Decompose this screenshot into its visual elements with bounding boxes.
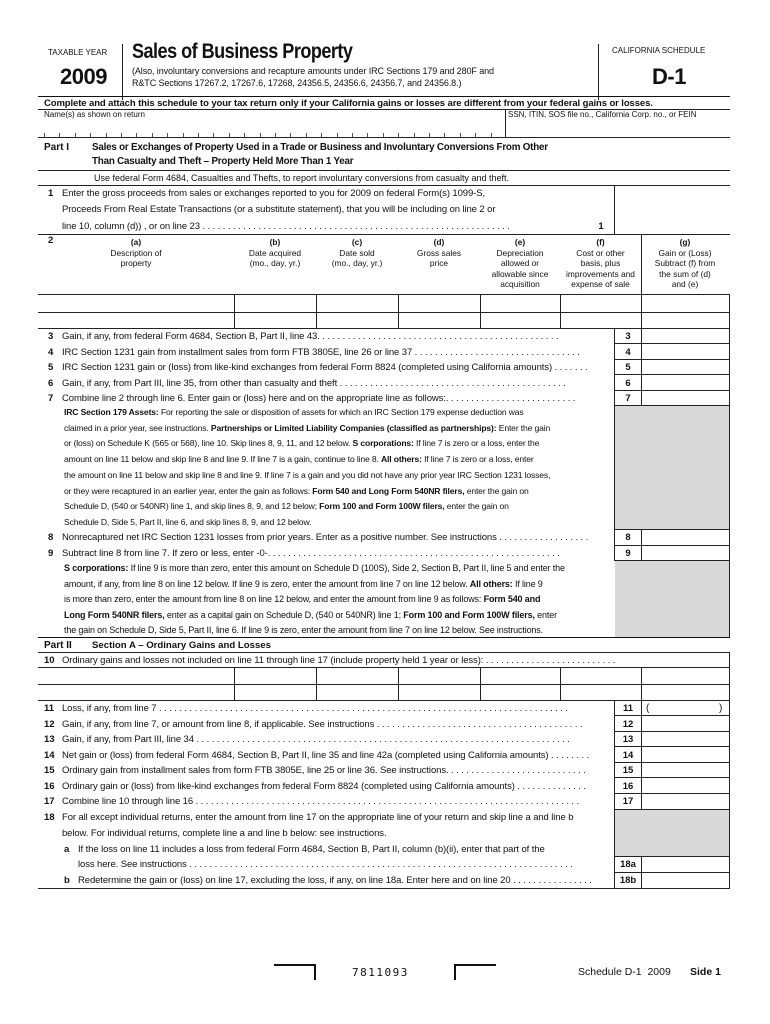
line13-text: Gain, if any, from Part III, line 34 . . . . . . . . . . . . . . . . . . . . . . . . . . . . . . . . . . . . . . . . . . . . . . . . . . . . . . . . . . . . . . . . . . . . . . . . . . [62, 734, 570, 745]
part2-top-rule [38, 637, 730, 638]
line17-bottom-rule [614, 809, 730, 810]
line1-text-a: Enter the gross proceeds from sales or exchanges reported to you for 2009 on federal Form(s) 1099-S, [62, 188, 486, 199]
scorp-line2: amount, if any, from line 8 on line 12 below. If line 9 is zero, enter the amount from line 7 on line 12 below. All others: If line 9 [64, 579, 543, 589]
line5-rule [614, 374, 730, 375]
column-description: Gross sales price [416, 247, 462, 268]
line6-ref: 6 [625, 378, 631, 389]
line2-cell-f[interactable] [562, 295, 639, 311]
instruction-banner: Complete and attach this schedule to your tax return only if your California gains or losses are different from your federal gains or losses. [44, 98, 653, 109]
line1-ref: 1 [598, 221, 604, 232]
column-description: Date acquired (mo., day, yr.) [248, 247, 302, 268]
line2-cell-g[interactable] [643, 313, 727, 327]
line9-ref: 9 [625, 548, 631, 559]
schedule-id: D-1 [652, 64, 686, 89]
name-tick [90, 133, 91, 137]
line3-amount-input[interactable] [643, 330, 728, 344]
name-tick [352, 133, 353, 137]
line2-cell-a[interactable] [40, 313, 232, 327]
line10-cell-f[interactable] [562, 685, 639, 699]
line10-column-line [316, 667, 317, 700]
line4-rule [614, 359, 730, 360]
name-tick [337, 133, 338, 137]
line2-cell-e[interactable] [482, 313, 558, 327]
line15-ref: 15 [622, 765, 634, 776]
line18a-bottom-rule [614, 872, 730, 873]
part1-note: Use federal Form 4684, Casualties and Thefts, to report involuntary conversions from casualty and theft. [94, 173, 510, 183]
line7-ref: 7 [625, 393, 631, 404]
line18a-ref: 18a [620, 859, 636, 870]
name-tick [44, 133, 45, 137]
line14-number: 14 [44, 750, 55, 761]
scan-mark-left [274, 964, 316, 980]
form-code: 7811093 [352, 966, 409, 979]
form-subtitle-line2: R&TC Sections 17267.2, 17267.6, 17268, 24356.5, 24356.6, 24356.7, and 24356.8.) [132, 78, 462, 88]
line6-text: Gain, if any, from Part III, line 35, from other than casualty and theft . . . . . . . . . . . . . . . . . . . . . . . . . . . . . . . . . . . . . . . . . . . . . [62, 378, 566, 389]
column-letter: (f) [596, 237, 605, 247]
line16-ref: 16 [622, 781, 634, 792]
irc179-line6: or they were recaptured in an earlier year, enter the gain as follows: Form 540 and Long Form 540NR filers, enter the gain on [64, 486, 529, 496]
part2-label: Part II [44, 640, 72, 651]
table-bottom-rule [38, 328, 730, 329]
name-tick [59, 133, 60, 137]
line10-cell-c[interactable] [318, 685, 396, 699]
part1-title-rule [38, 170, 730, 171]
line18b-amount-input[interactable] [643, 873, 728, 887]
side-label: Side 1 [690, 966, 721, 978]
scorp-line5: the gain on Schedule D, Side 5, Part II, line 6. If line 9 is zero, enter the amount from line 7 on line 12 below. See instructions. [64, 625, 543, 635]
column-header-c [316, 237, 398, 269]
line10-cell-b[interactable] [236, 685, 314, 699]
line15-amount-input[interactable] [643, 764, 728, 778]
line8-amount-input[interactable] [643, 530, 728, 544]
line13-ref: 13 [622, 734, 634, 745]
line2-cell-e[interactable] [482, 295, 558, 311]
part2-amount-col-left [641, 700, 642, 888]
name-tick [229, 133, 230, 137]
line10-cell-a[interactable] [40, 685, 232, 699]
line15-number: 15 [44, 765, 55, 776]
table-column-line [398, 294, 399, 328]
header-divider-right [598, 44, 599, 100]
line18b-text: Redetermine the gain or (loss) on line 17, excluding the loss, if any, on line 18a. Enter here and on line 20 . . . . . . . . . . . . . . . . [78, 875, 592, 886]
line10-cell-c[interactable] [318, 668, 396, 682]
line3-ref: 3 [625, 331, 631, 342]
line2-cell-g[interactable] [643, 295, 727, 311]
line10-cell-a[interactable] [40, 668, 232, 682]
irc179-line8: Schedule D, Side 5, Part II, line 6, and skip lines 8, 9, and 12 below. [64, 517, 312, 527]
line10-text: Ordinary gains and losses not included on line 11 through line 17 (include property held 1 year or less): . . . . . . . . . . . . . . . . . . . . . . . . . . [62, 655, 616, 666]
line3-rule [614, 343, 730, 344]
line13-number: 13 [44, 734, 55, 745]
line17-number: 17 [44, 796, 55, 807]
name-tick [136, 133, 137, 137]
irc179-line4: amount on line 11 below and skip line 8 and line 9. If line 7 is a gain, continue to line 8. All others: If line 7 is zero or a loss, enter [64, 454, 534, 464]
line6-amount-input[interactable] [643, 377, 728, 391]
line12-number: 12 [44, 719, 55, 730]
line8-number: 8 [48, 532, 54, 543]
ssn-field-label: SSN, ITIN, SOS file no., California Corp. no., or FEIN [508, 110, 697, 119]
irc179-line2: claimed in a prior year, see instructions. Partnerships or Limited Liability Companies (classified as partnerships): Enter the gain [64, 423, 551, 433]
line1-rule [38, 234, 730, 235]
part1-note-rule [38, 185, 730, 186]
line17-text: Combine line 10 through line 16 . . . . . . . . . . . . . . . . . . . . . . . . . . . . . . . . . . . . . . . . . . . . . . . . . . . . . . . . . . . . . . . . . . . . . . . . . . . . [62, 796, 580, 807]
column-description: Date sold (mo., day, yr.) [331, 247, 383, 268]
column-header-d [398, 237, 480, 269]
line8-text: Nonrecaptured net IRC Section 1231 losses from prior years. Enter as a positive number. See instructions . . . . . . . . . . . . . . . . . . [62, 532, 589, 543]
name-tick [475, 133, 476, 137]
line10-table-bottom [38, 700, 730, 701]
line13-rule [614, 746, 730, 747]
line7-rule [614, 405, 730, 406]
line11-paren-close: ) [719, 703, 723, 714]
name-row-bottom [38, 137, 730, 138]
line2-cell-c[interactable] [318, 295, 396, 311]
column-header-f [560, 237, 641, 290]
ssn-input[interactable] [508, 120, 728, 136]
name-tick [183, 133, 184, 137]
line16-number: 16 [44, 781, 55, 792]
column-letter: (e) [514, 237, 526, 247]
line18-text-a: For all except individual returns, enter the amount from line 17 on the appropriate line of your return and skip line a and line b [62, 812, 574, 823]
line18b-ref: 18b [619, 875, 637, 886]
schedule-label: CALIFORNIA SCHEDULE [612, 46, 706, 55]
name-tick [275, 133, 276, 137]
column-description: Description of property [110, 247, 162, 268]
column-header-b [234, 237, 316, 269]
column-letter: (c) [351, 237, 363, 247]
line9-amount-input[interactable] [643, 546, 728, 560]
part2-title: Section A – Ordinary Gains and Losses [92, 640, 271, 651]
line15-rule [614, 777, 730, 778]
part1-title-line2: Than Casualty and Theft – Property Held More Than 1 Year [92, 156, 354, 167]
name-tick [75, 133, 76, 137]
table-column-line [641, 294, 642, 328]
scorp-line4: Long Form 540NR filers, enter as a capital gain on Schedule D, (540 or 540NR) line 1; Form 100 and Form 100W filers, enter [64, 610, 557, 620]
line10-column-line [560, 667, 561, 700]
name-tick [398, 133, 399, 137]
line10-column-line [398, 667, 399, 700]
header-divider-left [122, 44, 123, 100]
line9-text: Subtract line 8 from line 7. If zero or less, enter -0-. . . . . . . . . . . . . . . . . . . . . . . . . . . . . . . . . . . . . . . . . . . . . . . . . . . . . . . . . . [62, 548, 560, 559]
part1-label: Part I [44, 142, 70, 153]
line15-text: Ordinary gain from installment sales from form FTB 3805E, line 25 or line 36. See instructions. . . . . . . . . . . . . . . . . . . . . . . . . . . . [62, 765, 586, 776]
line18a-text2: loss here. See instructions . . . . . . . . . . . . . . . . . . . . . . . . . . . . . . . . . . . . . . . . . . . . . . . . . . . . . . . . . . . . . . . . . . . . . . . . . . . . [78, 859, 573, 870]
line12-amount-input[interactable] [643, 718, 728, 732]
line18a-text1: If the loss on line 11 includes a loss from federal Form 4684, Section B, Part II, column (b)(ii), enter that part of the [78, 844, 545, 855]
line18-number: 18 [44, 812, 55, 823]
line10-cell-d[interactable] [400, 685, 478, 699]
line18a-letter: a [64, 844, 70, 855]
shaded-area-line18 [615, 809, 729, 856]
line11-text: Loss, if any, from line 7 . . . . . . . . . . . . . . . . . . . . . . . . . . . . . . . . . . . . . . . . . . . . . . . . . . . . . . . . . . . . . . . . . . . . . . . . . . . . . . . . . [62, 703, 568, 714]
line18-text-b: below. For individual returns, complete line a and line b below: see instructions. [62, 828, 387, 839]
line10-cell-d[interactable] [400, 668, 478, 682]
column-description: Depreciation allowed or allowable since acquisition [491, 247, 549, 289]
line10-cell-e[interactable] [482, 668, 558, 682]
line7-number: 7 [48, 393, 54, 404]
line10-column-line [480, 667, 481, 700]
scorp-line3: is more than zero, enter the amount from line 8 on line 12 below, and enter the amount from line 9 as follows: Form 540 and [64, 594, 541, 604]
scan-mark-right [454, 964, 496, 980]
header-rule [38, 96, 730, 97]
irc179-line5: the amount on line 11 below and skip line 8 and line 9. If line 7 is a gain and you did not have any prior year IRC Section 1231 losses, [64, 470, 551, 480]
line10-cell-g[interactable] [643, 668, 727, 682]
name-tick [321, 133, 322, 137]
line12-ref: 12 [622, 719, 634, 730]
tax-year: 2009 [60, 64, 107, 89]
name-tick [244, 133, 245, 137]
line16-rule [614, 793, 730, 794]
form-title: Sales of Business Property [132, 40, 353, 63]
line2-cell-d[interactable] [400, 313, 478, 327]
line1-text-b: Proceeds From Real Estate Transactions (or a substitute statement), that you will be including on line 2 or [62, 204, 496, 215]
name-tick [306, 133, 307, 137]
column-header-a [38, 237, 234, 269]
line10-number: 10 [44, 655, 55, 666]
line3-number: 3 [48, 331, 54, 342]
column-letter: (b) [269, 237, 281, 247]
line1-text-c: line 10, column (d)) , or on line 23 . . . . . . . . . . . . . . . . . . . . . . . . . . . . . . . . . . . . . . . . . . . . . . . . . . . . . . . . . . . . . [62, 221, 510, 232]
right-edge-line [729, 294, 730, 637]
line4-ref: 4 [625, 347, 631, 358]
name-tick [213, 133, 214, 137]
line2-cell-a[interactable] [40, 295, 232, 311]
line6-rule [614, 390, 730, 391]
line11-ref: 11 [622, 703, 634, 714]
shaded-area-irc179 [615, 405, 729, 529]
line17-amount-input[interactable] [643, 795, 728, 809]
line12-rule [614, 731, 730, 732]
name-tick [383, 133, 384, 137]
line2-number: 2 [48, 235, 54, 246]
line9-number: 9 [48, 548, 54, 559]
line10-column-line [234, 667, 235, 700]
name-tick [444, 133, 445, 137]
name-tick [260, 133, 261, 137]
line3-text: Gain, if any, from federal Form 4684, Section B, Part II, line 43. . . . . . . . . . . . . . . . . . . . . . . . . . . . . . . . . . . . . . . . . . . . . . . . [62, 331, 559, 342]
line11-rule [614, 715, 730, 716]
line6-number: 6 [48, 378, 54, 389]
name-field-label: Name(s) as shown on return [44, 110, 145, 119]
line5-text: IRC Section 1231 gain or (loss) from like-kind exchanges from federal Form 8824 (completed using California amounts) . . . . . . . [62, 362, 588, 373]
form-bottom-rule [38, 888, 730, 889]
table-column-line [234, 294, 235, 328]
name-input[interactable] [40, 118, 502, 134]
column-letter: (g) [679, 237, 691, 247]
line7-amount-input[interactable] [643, 392, 728, 406]
line1-amount-input[interactable] [615, 220, 727, 234]
line8-ref: 8 [625, 532, 631, 543]
part1-title-line1: Sales or Exchanges of Property Used in a Trade or Business and Involuntary Conversions From Other [92, 142, 548, 153]
line4-number: 4 [48, 347, 54, 358]
line10-cell-b[interactable] [236, 668, 314, 682]
line7-text: Combine line 2 through line 6. Enter gain or (loss) here and on the appropriate line as follows:. . . . . . . . . . . . . . . . . . . . . . . . . . [62, 393, 576, 404]
page-label: Schedule D-1 2009 [578, 966, 671, 978]
line13-amount-input[interactable] [643, 733, 728, 747]
shaded-area-scorp [615, 560, 729, 637]
line10-cell-f[interactable] [562, 668, 639, 682]
line5-amount-input[interactable] [643, 361, 728, 375]
name-tick [460, 133, 461, 137]
column-header-g [641, 237, 729, 290]
line5-ref: 5 [625, 362, 631, 373]
line11-number: 11 [44, 703, 55, 714]
name-tick [290, 133, 291, 137]
line18a-top-rule [614, 856, 730, 857]
line2-cell-f[interactable] [562, 313, 639, 327]
line14-text: Net gain or (loss) from federal Form 4684, Section B, Part II, line 35 and line 42a (completed using California amounts) . . . . . . . . [62, 750, 590, 761]
line11-paren-open: ( [646, 703, 650, 714]
line12-text: Gain, if any, from line 7, or amount from line 8, if applicable. See instructions . . . . . . . . . . . . . . . . . . . . . . . . . . . . . . . . . . . . . . . . . [62, 719, 583, 730]
column-header-e [480, 237, 560, 290]
line16-text: Ordinary gain or (loss) from like-kind exchanges from federal Form 8824 (completed using California amounts) . . . . . . . . . . . . . . [62, 781, 586, 792]
column-letter: (a) [130, 237, 142, 247]
line4-text: IRC Section 1231 gain from installment sales from form FTB 3805E, line 26 or line 37 . . . . . . . . . . . . . . . . . . . . . . . . . . . . . . . . . [62, 347, 580, 358]
line2-cell-b[interactable] [236, 313, 314, 327]
line2-cell-c[interactable] [318, 313, 396, 327]
irc179-line3: or (loss) on Schedule K (565 or 568), line 10. Skip lines 8, 9, 11, and 12 below. S corporations: If line 7 is zero or a loss, enter the [64, 438, 540, 448]
name-tick [198, 133, 199, 137]
line14-ref: 14 [622, 750, 634, 761]
form-subtitle-line1: (Also, involuntary conversions and recapture amounts under IRC Sections 179 and 280F and [132, 66, 494, 76]
line9-bottom-rule [614, 560, 730, 561]
scorp-line1: S corporations: If line 9 is more than zero, enter this amount on Schedule D (100S), Side 2, Section B, Part II, line 5 and enter the [64, 563, 565, 573]
line16-amount-input[interactable] [643, 780, 728, 794]
column-description: Cost or other basis, plus improvements and expense of sale [566, 247, 635, 289]
line10-cell-e[interactable] [482, 685, 558, 699]
line18b-letter: b [64, 875, 70, 886]
line1-number: 1 [48, 188, 54, 199]
part2-right-edge [729, 652, 730, 888]
line4-amount-input[interactable] [643, 346, 728, 360]
name-tick [491, 133, 492, 137]
name-tick [167, 133, 168, 137]
line14-amount-input[interactable] [643, 749, 728, 763]
line10-column-line [641, 667, 642, 700]
line17-ref: 17 [622, 796, 634, 807]
taxable-year-label: TAXABLE YEAR [48, 48, 108, 57]
line18a-amount-input[interactable] [643, 857, 728, 871]
name-tick [414, 133, 415, 137]
line14-rule [614, 762, 730, 763]
name-tick [152, 133, 153, 137]
column-letter: (d) [433, 237, 445, 247]
irc179-line7: Schedule D, (540 or 540NR) line 1, and skip lines 8, 9, and 12 below; Form 100 and Form 100W filers, enter the gain on [64, 501, 509, 511]
irc179-line1: IRC Section 179 Assets: For reporting the sale or disposition of assets for which an IRC Section 179 expense deduction was [64, 407, 524, 417]
name-ssn-divider [505, 109, 506, 137]
name-tick [106, 133, 107, 137]
part2-title-rule [38, 652, 730, 653]
name-tick [121, 133, 122, 137]
line10-cell-g[interactable] [643, 685, 727, 699]
line2-cell-b[interactable] [236, 295, 314, 311]
column-g-divider [641, 235, 642, 295]
table-column-line [560, 294, 561, 328]
column-description: Gain or (Loss) Subtract (f) from the sum of (d) and (e) [654, 247, 716, 289]
line2-cell-d[interactable] [400, 295, 478, 311]
name-tick [367, 133, 368, 137]
name-tick [429, 133, 430, 137]
line5-number: 5 [48, 362, 54, 373]
table-column-line [480, 294, 481, 328]
line11-amount-input[interactable] [654, 702, 716, 716]
table-column-line [316, 294, 317, 328]
